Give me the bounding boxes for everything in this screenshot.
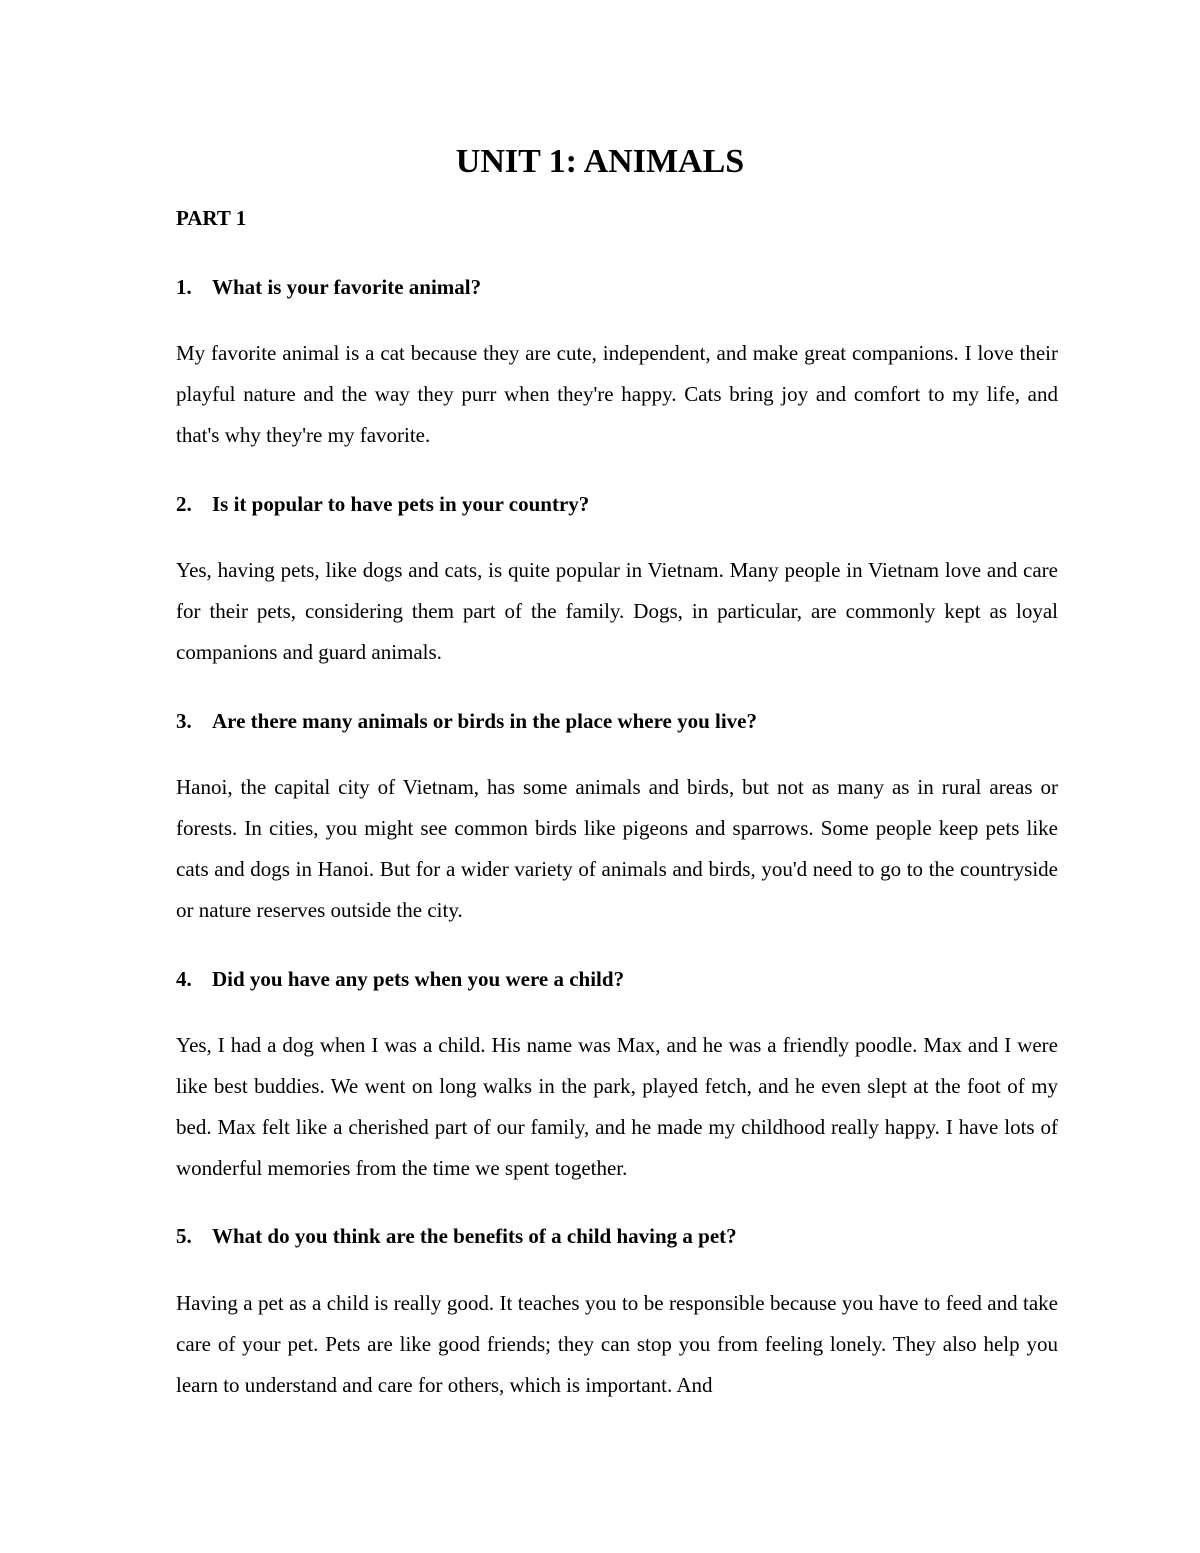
question-5 xyxy=(176,1222,1060,1250)
question-number: 1. xyxy=(176,275,192,299)
question-text: Are there many animals or birds in the place where you live? xyxy=(212,709,758,733)
question-number: 3. xyxy=(176,709,192,733)
question-1 xyxy=(176,273,1060,301)
answer-5: Having a pet as a child is really good. It teaches you to be responsible because you have to feed and take care of your pet. Pets are like good friends; they can stop you from feeling lonely. They also help you learn to understand and care for others, which is important. And xyxy=(176,1291,1058,1397)
question-text: What do you think are the benefits of a child having a pet? xyxy=(212,1224,737,1248)
question-number: 5. xyxy=(176,1224,192,1248)
question-number: 2. xyxy=(176,492,192,516)
question-4 xyxy=(176,965,1060,993)
part-label: PART 1 xyxy=(176,206,247,230)
question-text: What is your favorite animal? xyxy=(212,275,482,299)
question-3 xyxy=(176,707,1060,735)
answer-2: Yes, having pets, like dogs and cats, is quite popular in Vietnam. Many people in Vietnam love and care for their pets, considering them part of the family. Dogs, in particular, are commonly kept as loyal companions and guard animals. xyxy=(176,558,1058,664)
answer-3: Hanoi, the capital city of Vietnam, has some animals and birds, but not as many as in rural areas or forests. In cities, you might see common birds like pigeons and sparrows. Some people keep pets like cats and dogs in Hanoi. But for a wider variety of animals and birds, you'd need to go to the countryside or nature reserves outside the city. xyxy=(176,775,1058,922)
answer-4: Yes, I had a dog when I was a child. His name was Max, and he was a friendly poodle. Max and I were like best buddies. We went on long walks in the park, played fetch, and he even slept at the foot of my bed. Max felt like a cherished part of our family, and he made my childhood really happy. I have lots of wonderful memories from the time we spent together. xyxy=(176,1033,1058,1180)
question-2 xyxy=(176,490,1060,518)
question-text: Did you have any pets when you were a child? xyxy=(212,967,625,991)
document-title: UNIT 1: ANIMALS xyxy=(455,143,745,180)
question-number: 4. xyxy=(176,967,192,991)
answer-1: My favorite animal is a cat because they are cute, independent, and make great companions. I love their playful nature and the way they purr when they're happy. Cats bring joy and comfort to my life, and that's why they're my favorite. xyxy=(176,341,1058,447)
question-text: Is it popular to have pets in your country? xyxy=(212,492,590,516)
